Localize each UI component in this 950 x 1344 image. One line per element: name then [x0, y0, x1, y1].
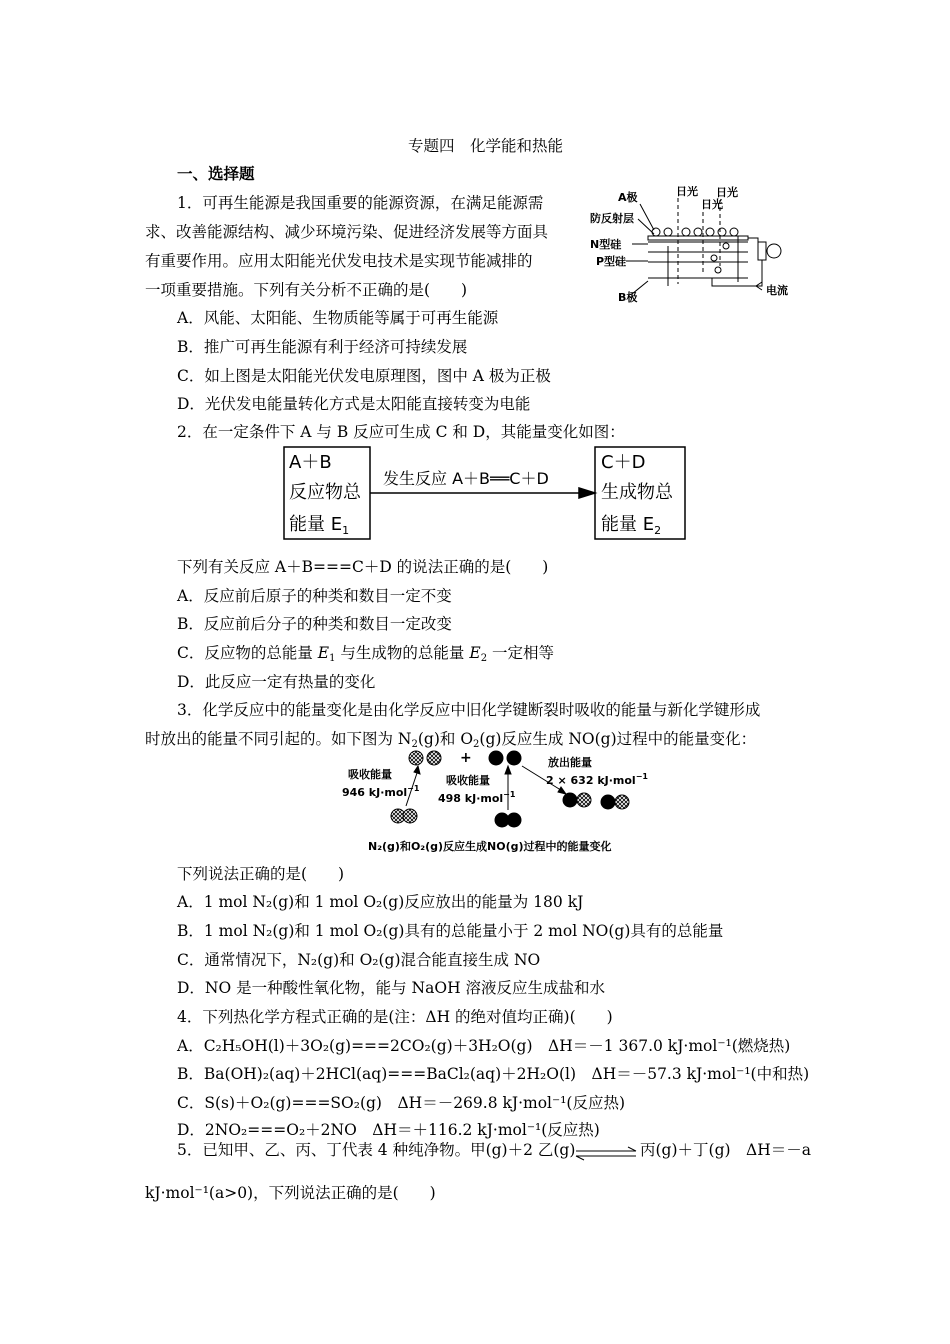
label-sunlight-3: 日光	[716, 186, 738, 199]
label-a-electrode: A极	[618, 191, 638, 204]
label-p-silicon: P型硅	[596, 255, 627, 268]
page-title: 专题四 化学能和热能	[408, 137, 564, 155]
q3-option-a: A．1 mol N₂(g)和 1 mol O₂(g)反应放出的能量为 180 kJ	[177, 893, 584, 911]
q3-option-d: D．NO 是一种酸性氧化物，能与 NaOH 溶液反应生成盐和水	[177, 979, 606, 997]
left-box-line-2: 反应物总	[289, 482, 361, 503]
label-b-electrode: B极	[618, 291, 638, 304]
figure-caption: N₂(g)和O₂(g)反应生成NO(g)过程中的能量变化	[368, 840, 612, 853]
q2-option-b: B．反应前后分子的种类和数目一定改变	[177, 615, 452, 633]
bond-energy-diagram	[336, 748, 648, 856]
equilibrium-arrow-icon	[574, 1141, 638, 1165]
q4-option-a: A．C₂H₅OH(l)＋3O₂(g)===2CO₂(g)＋3H₂O(g) ΔH＝－1 367.0 kJ·mol⁻¹(燃烧热)	[177, 1037, 791, 1055]
release-value: 2 × 632 kJ·mol$^{-1}$	[546, 772, 648, 787]
release-label: 放出能量	[548, 756, 592, 769]
label-sunlight-2: 日光	[701, 198, 723, 211]
q1-stem-line-1: 1．可再生能源是我国重要的能源资源，在满足能源需	[177, 194, 544, 212]
plus-sign: +	[460, 750, 472, 766]
q2-option-c: C．反应物的总能量 $E_1$ 与生成物的总能量 $E_2$ 一定相等	[177, 644, 554, 664]
q1-option-c: C．如上图是太阳能光伏发电原理图，图中 A 极为正极	[177, 367, 551, 385]
label-sunlight-1: 日光	[676, 186, 698, 198]
q3-option-b: B．1 mol N₂(g)和 1 mol O₂(g)具有的总能量小于 2 mol NO(g)具有的总能量	[177, 922, 724, 940]
absorb-value-1: 946 kJ·mol$^{-1}$	[342, 784, 420, 799]
left-box-line-3: 能量 $E_1$	[289, 514, 350, 537]
q1-option-b: B．推广可再生能源有利于经济可持续发展	[177, 338, 468, 356]
solar-cell-diagram	[588, 186, 798, 306]
q3-stem-line-2: 时放出的能量不同引起的。如下图为 $N_2(g)$和 $O_2(g)$反应生成 NO(g)过程中的能量变化：	[145, 730, 757, 750]
q1-option-d: D．光伏发电能量转化方式是太阳能直接转变为电能	[177, 395, 531, 413]
right-box-line-1: C＋D	[601, 452, 646, 473]
left-box-line-1: A＋B	[289, 452, 332, 473]
label-antireflection: 防反射层	[590, 212, 634, 225]
q1-stem-line-2: 求、改善能源结构、减少环境污染、促进经济发展等方面具	[145, 223, 549, 241]
q5-stem-left: 5．已知甲、乙、丙、丁代表 4 种纯净物。甲(g)＋2 乙(g)	[177, 1141, 576, 1159]
reaction-arrow-label: 发生反应 A＋B══C＋D	[383, 469, 549, 488]
q5-stem-line-2: kJ·mol⁻¹(a>0)，下列说法正确的是( )	[145, 1184, 436, 1202]
q3-option-c: C．通常情况下，N₂(g)和 O₂(g)混合能直接生成 NO	[177, 951, 541, 969]
right-box-line-2: 生成物总	[601, 482, 673, 503]
right-box-line-3: 能量 $E_2$	[601, 514, 662, 537]
absorb-label-1: 吸收能量	[348, 768, 392, 781]
q2-question: 下列有关反应 A＋B===C＋D 的说法正确的是( )	[177, 558, 549, 576]
q2-option-a: A．反应前后原子的种类和数目一定不变	[177, 587, 452, 605]
q4-option-d: D．2NO₂===O₂＋2NO ΔH＝＋116.2 kJ·mol⁻¹(反应热)	[177, 1121, 600, 1139]
q1-stem-line-3: 有重要作用。应用太阳能光伏发电技术是实现节能减排的	[145, 252, 533, 270]
q1-option-a: A．风能、太阳能、生物质能等属于可再生能源	[177, 309, 499, 327]
q4-stem: 4．下列热化学方程式正确的是(注：ΔH 的绝对值均正确)( )	[177, 1008, 613, 1026]
q4-option-c: C．S(s)＋O₂(g)===SO₂(g) ΔH＝－269.8 kJ·mol⁻¹(反应热)	[177, 1094, 626, 1112]
energy-change-diagram	[283, 446, 687, 540]
section-heading: 一、选择题	[177, 164, 255, 183]
absorb-value-2: 498 kJ·mol$^{-1}$	[438, 790, 516, 805]
label-n-silicon: N型硅	[590, 238, 622, 251]
q4-option-b: B．Ba(OH)₂(aq)＋2HCl(aq)===BaCl₂(aq)＋2H₂O(l) ΔH＝－57.3 kJ·mol⁻¹(中和热)	[177, 1065, 810, 1083]
q2-stem: 2．在一定条件下 A 与 B 反应可生成 C 和 D，其能量变化如图：	[177, 423, 625, 441]
q1-stem-line-4: 一项重要措施。下列有关分析不正确的是( )	[145, 281, 468, 299]
q2-option-d: D．此反应一定有热量的变化	[177, 673, 376, 691]
q5-stem-right: 丙(g)＋丁(g) ΔH＝－a	[640, 1141, 811, 1159]
label-current: 电流	[766, 284, 788, 297]
q3-stem-line-1: 3．化学反应中的能量变化是由化学反应中旧化学键断裂时吸收的能量与新化学键形成	[177, 701, 761, 719]
q3-question: 下列说法正确的是( )	[177, 865, 345, 883]
absorb-label-2: 吸收能量	[446, 774, 490, 787]
